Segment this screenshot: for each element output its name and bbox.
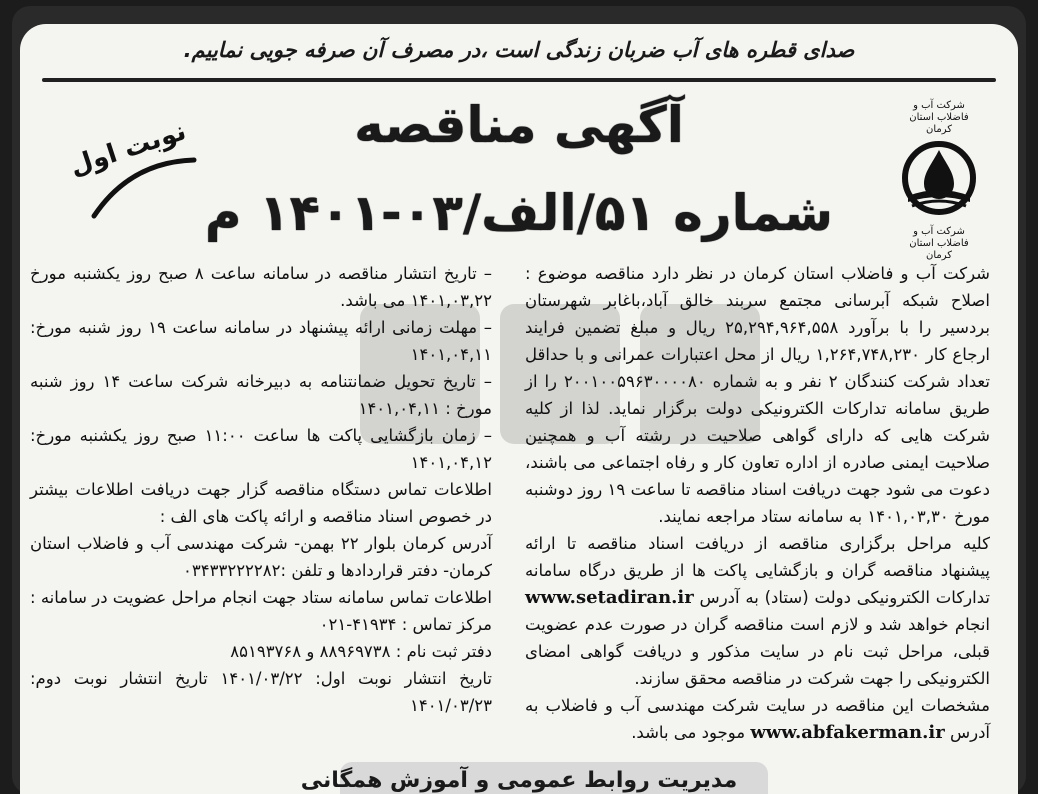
advertisement-sheet bbox=[20, 24, 1018, 794]
paragraph-2-end: انجام خواهد شد و لازم است مناقصه گران در صورت عدم عضویت قبلی، مراحل ثبت نام در سایت مذکور و دریافت گواهی امضای الکترونیکی را جهت شرکت در مناقصه محقق سازند. bbox=[525, 615, 990, 688]
publication-dates: تاریخ انتشار نوبت اول: ۱۴۰۱/۰۳/۲۲ تاریخ انتشار نوبت دوم: ۱۴۰۱/۰۳/۲۳ bbox=[30, 669, 492, 715]
schedule-item: – زمان بازگشایی پاکت ها ساعت ۱۱:۰۰ صبح روز یکشنبه مورخ: ۱۴۰۱,۰۴,۱۲ bbox=[30, 426, 492, 472]
company-website-link[interactable]: www.abfakerman.ir bbox=[750, 722, 945, 743]
setad-link[interactable]: www.setadiran.ir bbox=[525, 587, 694, 608]
paragraph-2-start: کلیه مراحل برگزاری مناقصه از دریافت اسناد مناقصه تا ارائه پیشنهاد مناقصه گران و بازگشایی پاکت ها از طریق درگاه سامانه تدارکات الکترونیکی دولت (ستاد) به آدرس bbox=[525, 534, 990, 607]
paragraph-3-end: موجود می باشد. bbox=[631, 723, 746, 742]
registration-office-info: دفتر ثبت نام : ۸۸۹۶۹۷۳۸ و ۸۵۱۹۳۷۶۸ bbox=[230, 642, 492, 661]
description-paragraph-3 bbox=[525, 692, 990, 746]
paragraph-3-start: مشخصات این مناقصه در سایت شرکت مهندسی آب و فاضلاب به آدرس bbox=[525, 696, 990, 742]
ad-title: آگهی مناقصه bbox=[354, 96, 684, 154]
setad-contact-info: اطلاعات تماس سامانه ستاد جهت انجام مراحل عضویت در سامانه : مرکز تماس : ۴۱۹۳۴-۰۲۱ bbox=[30, 588, 492, 634]
tender-number: شماره ۵۱/الف/۰۳-۱۴۰۱ م bbox=[204, 184, 834, 242]
description-paragraph-2 bbox=[525, 530, 990, 692]
tender-schedule bbox=[30, 260, 492, 719]
address-info: آدرس کرمان بلوار ۲۲ بهمن- شرکت مهندسی آب و فاضلاب استان کرمان- دفتر قراردادها و تلفن :۰۳۴۳۳۲۲۲۲۸۲ bbox=[30, 534, 492, 580]
logo-top-text: شرکت آب و فاضلاب استان کرمان bbox=[909, 100, 969, 135]
description-paragraph-1: شرکت آب و فاضلاب استان کرمان در نظر دارد مناقصه موضوع : اصلاح شبکه آبرسانی مجتمع سربند خالق آباد،باغابر شهرستان بردسیر را با برآورد ۲۵,۲۹۴,۹۶۴,۵۵۸ ریال و مبلغ تضمین فرایند ارجاع کار ۱,۲۶۴,۷۴۸,۲۳۰ ریال از محل اعتبارات عمرانی و با حداقل تعداد شرکت کنندگان ۲ نفر و به شماره ۲۰۰۱۰۰۵۹۶۳۰۰۰۰۸۰ را از طریق سامانه تدارکات الکترونیکی دولت برگزار نماید. لذا از کلیه شرکت هایی که دارای گواهی صلاحیت در رشته آب و همچنین صلاحیت ایمنی صادره از اداره تعاون کار و رفاه اجتماعی می باشند، دعوت می شود جهت دریافت اسناد مناقصه تا ساعت ۱۹ روز دوشنبه مورخ ۱۴۰۱,۰۳,۳۰ به سامانه ستاد مراجعه نمایند. bbox=[525, 264, 991, 526]
round-label: نوبت اول bbox=[66, 116, 190, 182]
slogan-divider bbox=[42, 78, 996, 82]
footer-department: مدیریت روابط عمومی و آموزش همگانی bbox=[300, 768, 738, 793]
tender-description bbox=[525, 260, 990, 746]
schedule-item: – مهلت زمانی ارائه پیشنهاد در سامانه ساعت ۱۹ روز شنبه مورخ: ۱۴۰۱,۰۴,۱۱ bbox=[30, 318, 492, 364]
contact-info-heading: اطلاعات تماس دستگاه مناقصه گزار جهت دریافت اطلاعات بیشتر در خصوص اسناد مناقصه و ارائه پاکت های الف : bbox=[30, 480, 492, 526]
logo-bottom-text: شرکت آب و فاضلاب استان کرمان bbox=[909, 226, 969, 261]
schedule-item: – تاریخ انتشار مناقصه در سامانه ساعت ۸ صبح روز یکشنبه مورخ ۱۴۰۱,۰۳,۲۲ می باشد. bbox=[30, 264, 492, 310]
schedule-item: – تاریخ تحویل ضمانتنامه به دبیرخانه شرکت ساعت ۱۴ روز شنبه مورخ : ۱۴۰۱,۰۴,۱۱ bbox=[30, 372, 492, 418]
slogan-banner: صدای قطره های آب ضربان زندگی است ،در مصرف آن صرفه جویی نماییم. bbox=[183, 38, 855, 62]
